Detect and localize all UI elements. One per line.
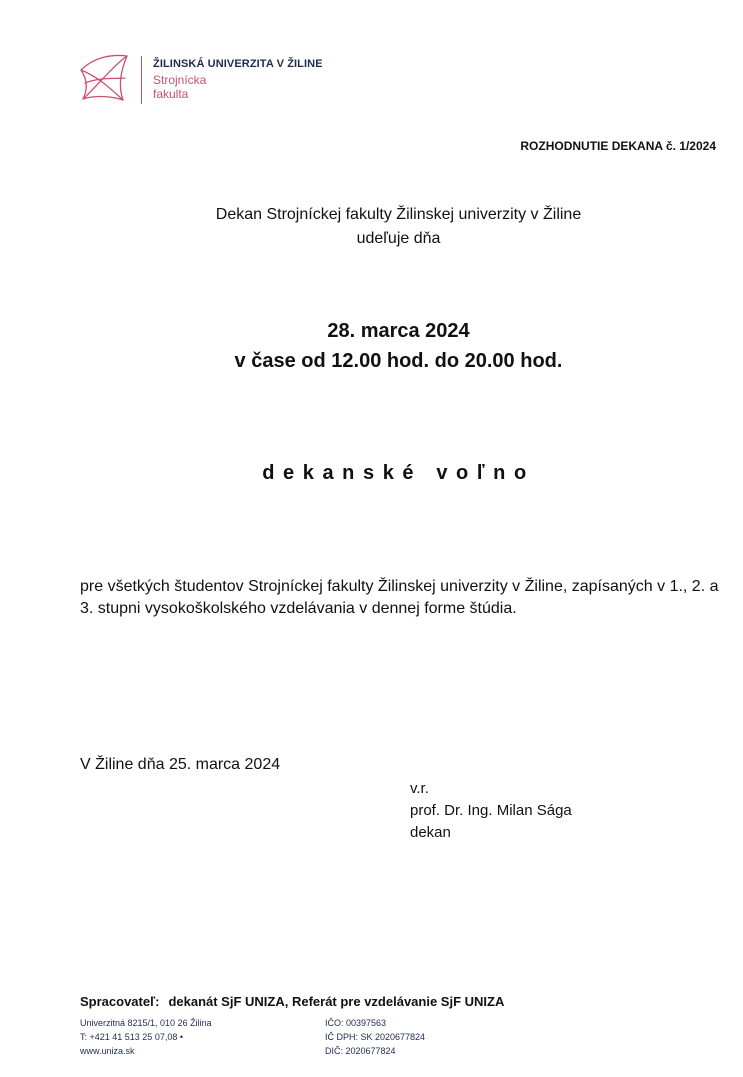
- footer-web: www.uniza.sk: [80, 1046, 135, 1056]
- event-date: 28. marca 2024: [327, 320, 470, 342]
- faculty-name-line1: Strojnícka: [153, 73, 207, 87]
- logo-divider: [141, 56, 142, 104]
- processor-label: Spracovateľ:: [80, 994, 160, 1009]
- body-paragraph: pre všetkých študentov Strojníckej fakulty Žilinskej univerzity v Žiline, zapísaných v 1., 2. a 3. stupni vysokoškolského vzdelávania v dennej forme štúdia.: [80, 578, 719, 617]
- footer-contact: [80, 1016, 212, 1058]
- footer-phone: T: +421 41 513 25 07,08 •: [80, 1032, 183, 1042]
- document-title: dekanské voľno: [262, 462, 535, 484]
- place-and-date: V Žiline dňa 25. marca 2024: [80, 756, 281, 773]
- faculty-logo-icon: [78, 53, 130, 103]
- university-name: ŽILINSKÁ UNIVERZITA V ŽILINE: [153, 58, 323, 70]
- intro-line-1: Dekan Strojníckej fakulty Žilinskej univerzity v Žiline: [215, 206, 582, 223]
- processor-value: dekanát SjF UNIZA, Referát pre vzdelávanie SjF UNIZA: [168, 994, 505, 1009]
- signatory-name: prof. Dr. Ing. Milan Sága: [410, 802, 572, 819]
- signature-note: v.r.: [410, 780, 429, 797]
- footer-ic-dph: IČ DPH: SK 2020677824: [325, 1032, 426, 1042]
- footer-ico: IČO: 00397563: [325, 1018, 387, 1028]
- intro-line-2: udeľuje dňa: [356, 230, 441, 247]
- footer-address: Univerzitná 8215/1, 010 26 Žilina: [80, 1018, 212, 1028]
- footer-tax-ids: [325, 1016, 425, 1058]
- signature-block: [410, 778, 572, 844]
- faculty-name-line2: fakulta: [153, 87, 189, 101]
- decision-number: ROZHODNUTIE DEKANA č. 1/2024: [520, 139, 716, 153]
- event-time: v čase od 12.00 hod. do 20.00 hod.: [234, 350, 563, 372]
- footer-dic: DIČ: 2020677824: [325, 1046, 396, 1056]
- signatory-role: dekan: [410, 824, 451, 841]
- processor-line: [80, 994, 504, 1009]
